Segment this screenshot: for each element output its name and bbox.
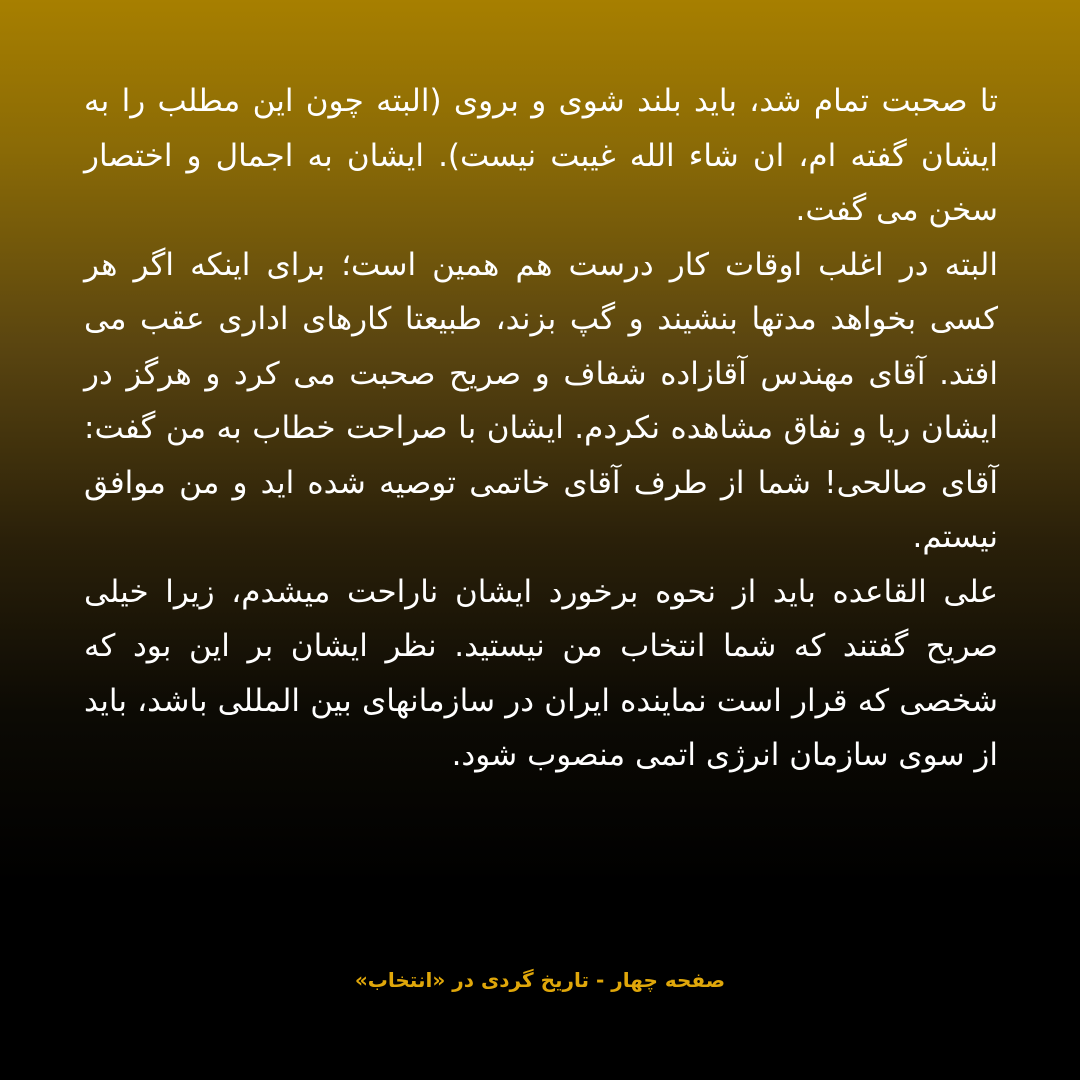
body-text <box>84 74 998 783</box>
page-footer: صفحه چهار - تاریخ گردی در «انتخاب» <box>354 968 726 992</box>
paragraph-3: علی القاعده باید از نحوه برخورد ایشان ناراحت میشدم، زیرا خیلی صریح گفتند که شما انتخاب من نیستید. نظر ایشان بر این بود که شخصی که قرار است نماینده ایران در سازمانهای بین المللی باشد، باید از سوی سازمان انرژی اتمی منصوب شود. <box>84 573 998 773</box>
paragraph-2: البته در اغلب اوقات کار درست هم همین است؛ برای اینکه اگر هر کسی بخواهد مدتها بنشیند و گپ بزند، طبیعتا کارهای اداری عقب می افتد. آقای مهندس آقازاده شفاف و صریح صحبت می کرد و هرگز در ایشان ریا و نفاق مشاهده نکردم. ایشان با صراحت خطاب به من گفت: آقای صالحی! شما از طرف آقای خاتمی توصیه شده اید و من موافق نیستم. <box>84 246 998 555</box>
paragraph-1: تا صحبت تمام شد، باید بلند شوی و بروی (البته چون این مطلب را به ایشان گفته ام، ان شاء الله غیبت نیست). ایشان به اجمال و اختصار سخن می گفت. <box>84 83 998 228</box>
